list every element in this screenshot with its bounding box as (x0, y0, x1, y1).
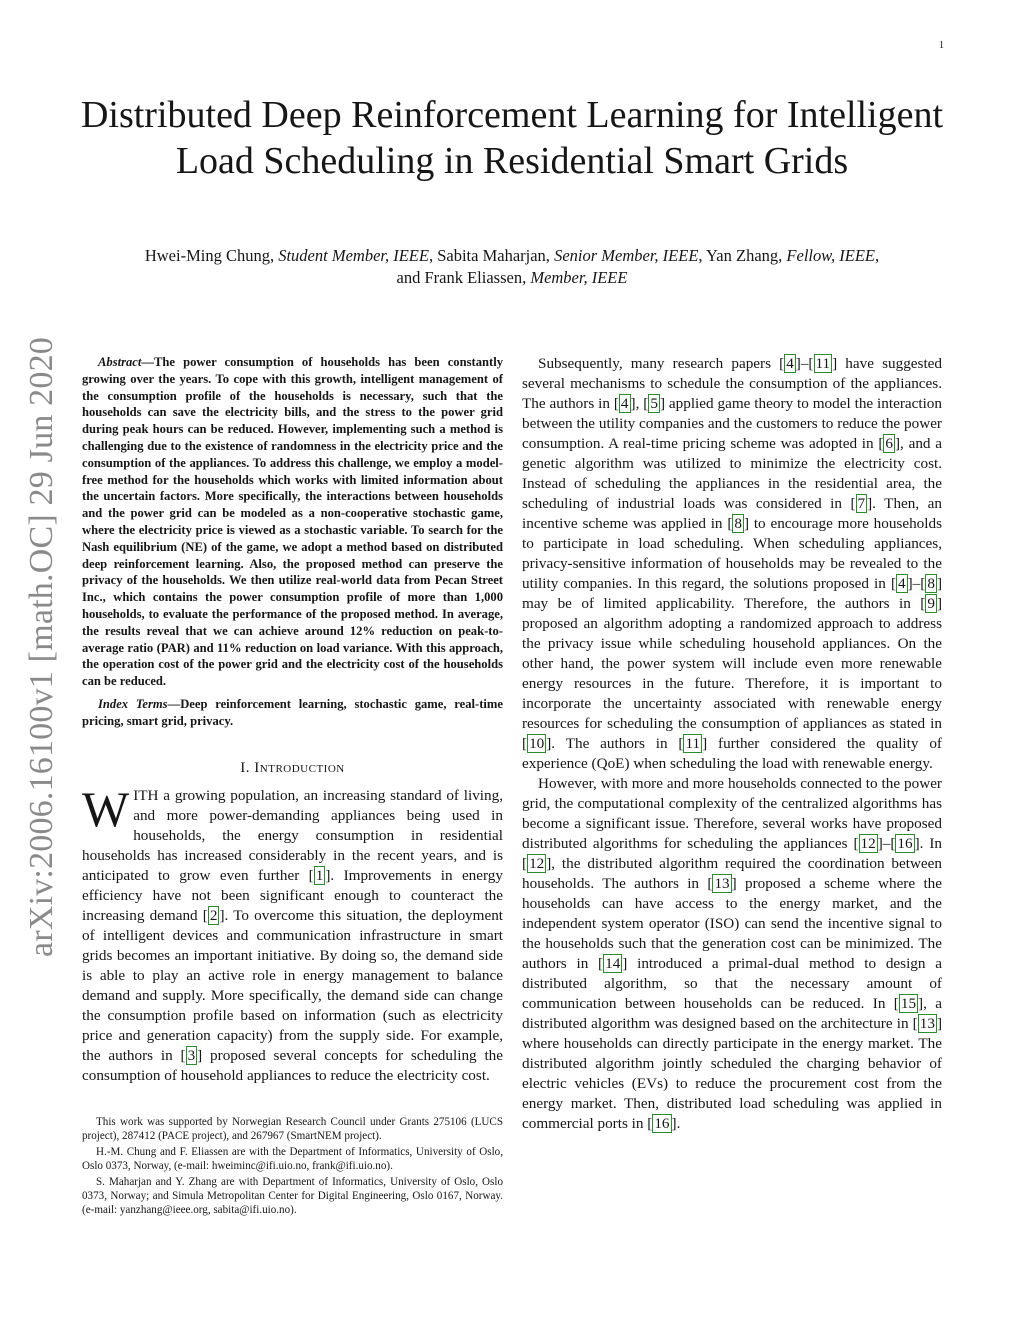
page-number: 1 (939, 40, 944, 51)
citation-link[interactable]: 12 (529, 855, 545, 872)
body-paragraph: However, with more and more households connected to the power grid, the computational complexity of the centralized algorithms has become a significant issue. Therefore, several works have proposed distributed algorithms for scheduling the appliances [ 12 ]–[ 16 ]. In [ 12 ], the distributed algorithm required the coordination between households. The authors in [ 13 ] proposed a scheme where the households can have access to the energy market, and the independent system operator (ISO) can send the incentive signal to the households such that the generation cost can be minimized. The authors in [ 14 ] introduced a primal-dual method to design a distributed algorithm, so that the necessary amount of communication between households can be reduced. In [ 15 ], a distributed algorithm was designed based on the architecture in [ 13 ] where households can directly participate in the energy market. The distributed algorithm jointly scheduled the charging behavior of electric vehicles (EVs) to reduce the procurement cost from the energy market. Then, distributed load scheduling was applied in commercial ports in [ 16 ]. (522, 775, 943, 1132)
author-name: Hwei-Ming Chung, (144, 246, 279, 265)
right-column (522, 354, 942, 1134)
intro-body: ITH a growing population, an increasing standard of living, and more power-demanding appliances being used in households, the energy consumption in residential households has increased considerably in the recent years, and is anticipated to grow even further [ 1 ]. Improvements in energy efficiency have not been significant enough to counteract the increasing demand [ 2 ]. To overcome this situation, the deployment of intelligent devices and communication infrastructure in smart grids becomes an important initiative. By doing so, the demand side is able to play an active role in energy management to balance demand and supply. More specifically, the demand side can change the consumption profile based on information (such as electricity price and generation capacity) from the supply side. For example, the authors in [ 3 ] proposed several concepts for scheduling the consumption of household appliances to reduce the electricity cost. (82, 786, 504, 1084)
citation-link[interactable]: 12 (860, 835, 876, 852)
footnote: H.-M. Chung and F. Eliassen are with the Department of Informatics, University of Oslo, Oslo 0373, Norway, (e-mail: hweiminc@ifi.uio.no, frank@ifi.uio.no). (82, 1146, 503, 1172)
author-name: and Frank Eliassen, (396, 268, 531, 287)
author-list: Hwei-Ming Chung, Student Member, IEEE, Sabita Maharjan, Senior Member, IEEE, Yan Zhang, Fellow, IEEE, and Frank Eliassen, Member, IEEE (144, 246, 880, 287)
citation-link[interactable]: 4 (898, 575, 906, 592)
index-terms-text: —Deep reinforcement learning, stochastic game, real-time pricing, smart grid, privacy. (82, 696, 504, 728)
citation-link[interactable]: 2 (209, 906, 218, 924)
paper-title: Distributed Deep Reinforcement Learning for Intelligent Load Scheduling in Residential Smart Grids (80, 94, 944, 182)
left-column (82, 354, 503, 1086)
section-title: Introduction (254, 759, 345, 776)
citation-link[interactable]: 16 (897, 835, 913, 852)
citation-link[interactable]: 8 (927, 575, 935, 592)
citation-link[interactable]: 4 (620, 395, 629, 412)
footnotes (82, 1115, 503, 1219)
section-number: I. (240, 759, 251, 776)
citation-link[interactable]: 1 (315, 866, 324, 884)
author-membership: Fellow, IEEE (786, 246, 876, 265)
body-paragraph: Subsequently, many research papers [ 4 ]–[ 11 ] have suggested several mechanisms to schedule the consumption of the appliances. The authors in [ 4 ], [ 5 ] applied game theory to model the interaction between the utility companies and the customers to reduce the power consumption. A real-time pricing scheme was adopted in [ 6 ], and a genetic algorithm was utilized to minimize the electricity cost. Instead of scheduling the appliances in the residential area, the scheduling of industrial loads was considered in [ 7 ]. Then, an incentive scheme was applied in [ 8 ] to encourage more households to participate in load scheduling. When scheduling appliances, privacy-sensitive information of households may be revealed to the utility companies. In this regard, the solutions proposed in [ 4 ]–[ 8 ] may be of limited applicability. Therefore, the authors in [ 9 ] proposed an algorithm adopting a randomized approach to address the privacy issue while scheduling household appliances. On the other hand, the power system will include even more renewable energy resources in the future. Therefore, it is important to incorporate the uncertainty associated with renewable energy resources for scheduling the consumption of appliances as stated in [ 10 ]. The authors in [ 11 ] further considered the quality of experience (QoE) when scheduling the load with renewable energy. (522, 355, 943, 772)
index-terms (82, 696, 503, 730)
footnote: S. Maharjan and Y. Zhang are with Department of Informatics, University of Oslo, Oslo 0373, Norway; and Simula Metropolitan Center for Digital Engineering, Oslo 0167, Norway. (e-mail: yanzhang@ieee.org, sabita@ifi.uio.no). (82, 1176, 503, 1216)
citation-link[interactable]: 4 (786, 355, 794, 372)
author-name: Yan Zhang, (706, 246, 787, 265)
abstract-label: Abstract (98, 355, 142, 369)
dropcap-letter: W (82, 780, 130, 837)
index-terms-label: Index Terms (98, 696, 168, 711)
citation-link[interactable]: 13 (919, 1015, 935, 1032)
citation-link[interactable]: 8 (734, 515, 742, 532)
footnote: This work was supported by Norwegian Research Council under Grants 275106 (LUCS project), 287412 (PACE project), and 267967 (SmartNEM project). (82, 1116, 503, 1142)
citation-link[interactable]: 9 (927, 595, 935, 612)
author-membership: Student Member, IEEE (278, 246, 429, 265)
abstract (82, 354, 503, 690)
citation-link[interactable]: 7 (857, 495, 866, 512)
citation-link[interactable]: 11 (685, 735, 701, 752)
citation-link[interactable]: 16 (654, 1115, 670, 1132)
citation-link[interactable]: 13 (714, 875, 730, 892)
author-membership: Senior Member, IEEE (554, 246, 699, 265)
author-membership: Member, IEEE (530, 268, 628, 287)
citation-link[interactable]: 15 (900, 995, 917, 1012)
citation-link[interactable]: 14 (605, 955, 621, 972)
citation-link[interactable]: 11 (815, 355, 831, 372)
citation-link[interactable]: 6 (885, 435, 893, 452)
citation-link[interactable]: 5 (650, 395, 658, 412)
citation-link[interactable]: 10 (529, 735, 545, 752)
arxiv-stamp (20, 335, 64, 960)
section-heading-introduction (82, 758, 503, 778)
abstract-text: —The power consumption of households has been constantly growing over the years. To cope with this growth, intelligent management of the consumption profile of the households is necessary, such that the households can save the electricity bills, and the stress to the power grid during peak hours can be reduced. However, implementing such a method is challenging due to the existence of randomness in the electricity price and the consumption of the appliances. To address this challenge, we employ a model-free method for the households which works with limited information about the uncertain factors. More specifically, the interactions between households and the power grid can be modeled as a non-cooperative stochastic game, where the electricity price is viewed as a stochastic variable. To search for the Nash equilibrium (NE) of the game, we adopt a method based on distributed deep reinforcement learning. Also, the proposed method can preserve the privacy of the households. We then utilize real-world data from Pecan Street Inc., which contains the power consumption profile of more than 1,000 households, to evaluate the performance of the proposed method. In average, the results reveal that we can achieve around 12% reduction on peak-to-average ratio (PAR) and 11% reduction on load variance. With this approach, the operation cost of the power grid and the electricity cost of the households can be reduced. (82, 355, 503, 689)
intro-paragraph (82, 780, 504, 1086)
citation-link[interactable]: 3 (187, 1046, 196, 1064)
author-name: Sabita Maharjan, (437, 246, 555, 265)
arxiv-identifier: arXiv:2006.16100v1 [math.OC] 29 Jun 2020 (23, 337, 60, 957)
